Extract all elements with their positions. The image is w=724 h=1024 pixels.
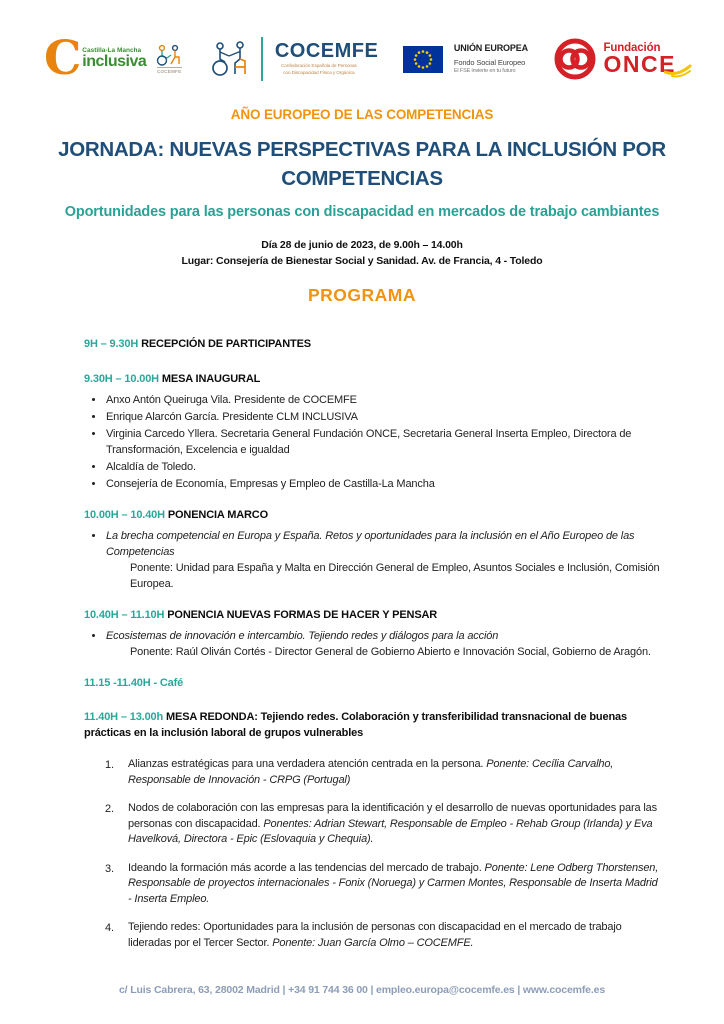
list-item: • Enrique Alarcón García. Presidente CLM INCLUSIVA — [105, 409, 662, 425]
cocemfe-logo-text — [275, 41, 379, 76]
list-item — [84, 861, 662, 908]
item-ponente: Ponente: Lene Odberg Thorstensen, Responsable de proyectos internacionales - Fonix (Noruega) y Carmen Montes, Responsable de Inserta Madrid - Inserta Empleo. — [128, 861, 659, 905]
item-ponente: Ponente: Cecília Carvalho, Responsable de Innovación - CRPG (Portugal) — [128, 758, 614, 786]
list-item: • Consejería de Economía, Empresas y Empleo de Castilla-La Mancha — [105, 476, 662, 492]
logo-bar — [0, 0, 724, 88]
once-wordmark: ONCE — [603, 50, 676, 77]
topic-list — [84, 528, 662, 592]
speaker-list — [84, 392, 662, 492]
topic-text: Ecosistemas de innovación e intercambio. Tejiendo redes y diálogos para la acción — [106, 630, 499, 642]
clm-c-mark: C — [44, 30, 82, 86]
section-mesa-inaugural — [84, 371, 662, 492]
item-number: 3. — [105, 862, 114, 875]
item-body — [128, 757, 662, 788]
once-logo-text — [604, 43, 676, 76]
list-item: • Anxo Antón Queiruga Vila. Presidente de COCEMFE — [105, 392, 662, 408]
section-recepcion — [84, 336, 662, 352]
list-item — [84, 801, 662, 848]
list-item: • Virginia Carcedo Yllera. Secretaria General Fundación ONCE, Secretaria General Inserta Empleo, Directora de Transformación, Excelencia e igualdad — [105, 426, 662, 458]
section-title: RECEPCIÓN DE PARTICIPANTES — [141, 338, 311, 350]
page-title: JORNADA: NUEVAS PERSPECTIVAS PARA LA INCLUSIÓN POR COMPETENCIAS — [58, 138, 666, 190]
item-body — [128, 920, 662, 951]
program-content — [84, 336, 662, 951]
program-title: PROGRAMA — [307, 285, 417, 305]
section-heading — [84, 709, 662, 741]
cocemfe-wordmark: COCEMFE — [274, 40, 379, 63]
location-line: Lugar: Consejería de Bienestar Social y Sanidad. Av. de Francia, 4 - Toledo — [181, 255, 543, 267]
section-title: - Café — [153, 677, 184, 689]
item-body — [128, 801, 662, 848]
list-item — [84, 757, 662, 788]
topic-list — [84, 628, 662, 660]
cocemfe-tagline-line2: con Discapacidad Física y Orgánica — [283, 70, 355, 76]
item-number: 2. — [105, 803, 114, 815]
eu-logo-text — [454, 43, 528, 74]
cocemfe-divider — [261, 37, 263, 81]
section-ponencia-marco — [84, 507, 662, 592]
section-title: MESA REDONDA: Tejiendo redes. Colaboración y transferibilidad transnacional de buenas prácticas en la inclusión laboral de grupos vulnerables — [84, 711, 627, 739]
eu-fse-label: Fondo Social Europeo — [453, 57, 526, 67]
item-text: Ideando la formación más acorde a las tendencias del mercado de trabajo. — [128, 861, 485, 874]
numbered-topic-list — [84, 757, 662, 951]
section-title: PONENCIA NUEVAS FORMAS DE HACER Y PENSAR — [167, 609, 438, 621]
item-text: Nodos de colaboración con las empresas para la identificación y el desarrollo de nuevas oportunidades para las personas con discapacidad. — [128, 802, 657, 830]
page-subtitle: Oportunidades para las personas con discapacidad en mercados de trabajo cambiantes — [64, 204, 660, 220]
section-mesa-redonda — [84, 709, 662, 951]
list-item — [84, 920, 662, 951]
item-number: 1. — [105, 759, 114, 771]
clm-cocemfe-label: COCEMFE — [156, 68, 182, 74]
cocemfe-tagline — [275, 64, 363, 76]
section-heading — [84, 336, 662, 352]
eu-fse-claim: El FSE invierte en tu futuro — [453, 68, 516, 75]
section-heading — [84, 675, 662, 691]
section-heading — [84, 607, 662, 623]
eu-flag-icon — [403, 46, 443, 73]
section-cafe — [84, 675, 662, 691]
section-time: 10.00H – 10.40H — [84, 509, 165, 521]
section-time: 10.40H – 11.10H — [84, 609, 165, 621]
item-number: 4. — [105, 922, 114, 934]
event-meta — [0, 237, 724, 269]
section-heading — [84, 507, 662, 523]
section-time: 11.15 -11.40H — [84, 677, 151, 689]
section-title: MESA INAUGURAL — [161, 373, 261, 385]
fundacion-once-logo — [553, 37, 676, 81]
ponente-text: Ponente: Unidad para España y Malta en Dirección General de Empleo, Asuntos Sociales e Inclusión, Comisión Europea. — [130, 562, 660, 590]
item-text: Tejiendo redes: Oportunidades para la inclusión de personas con discapacidad en el mercado de trabajo lideradas por el Tercer Sector. — [128, 921, 622, 949]
section-time: 9.30H – 10.00H — [84, 373, 159, 385]
section-time: 11.40H – 13.00h — [84, 711, 164, 723]
section-ponencia-nuevas-formas — [84, 607, 662, 660]
contact-footer: c/ Luis Cabrera, 63, 28002 Madrid | +34 91 744 36 00 | empleo.europa@cocemfe.es | www.cocemfe.es — [118, 984, 606, 996]
kicker-line: AÑO EUROPEO DE LAS COMPETENCIAS — [230, 107, 494, 122]
list-item: • Alcaldía de Toledo. — [105, 459, 662, 475]
cocemfe-logo — [209, 37, 379, 81]
section-title: PONENCIA MARCO — [167, 509, 268, 521]
cocemfe-tagline-line1: Confederación Española de Personas — [280, 64, 357, 70]
clm-region-label: Castilla-La Mancha — [82, 46, 142, 54]
item-ponente: Ponente: Juan García Olmo – COCEMFE. — [272, 936, 474, 949]
eu-title: UNIÓN EUROPEA — [453, 43, 528, 54]
handshake-figures-icon — [209, 39, 251, 79]
wheelchair-figures-icon — [154, 44, 184, 66]
date-line: Día 28 de junio de 2023, de 9.00h – 14.00h — [261, 239, 463, 251]
clm-name-label: inclusiva — [82, 53, 147, 71]
once-rings-icon — [553, 37, 597, 81]
union-europea-logo — [403, 43, 528, 74]
item-ponente: Ponentes: Adrian Stewart, Responsable de Empleo - Rehab Group (Irlanda) y Eva Havelková, Directora - Epic (Eslovaquia y Chequia). — [128, 817, 653, 845]
section-time: 9H – 9.30H — [84, 338, 139, 350]
section-heading — [84, 371, 662, 387]
once-swoosh-icon — [664, 63, 692, 79]
list-item — [105, 528, 662, 592]
clm-icon-box — [154, 44, 184, 74]
topic-text: La brecha competencial en Europa y España. Retos y oportunidades para la inclusión en el Año Europeo de las Competencias — [106, 530, 635, 558]
item-text: Alianzas estratégicas para una verdadera atención centrada en la persona. — [128, 758, 487, 770]
clm-inclusiva-logo — [44, 30, 184, 86]
clm-logo-text — [82, 48, 146, 71]
once-fundacion-label: Fundación — [603, 41, 661, 54]
item-body — [128, 861, 662, 908]
list-item — [105, 628, 662, 660]
ponente-text: Ponente: Raúl Oliván Cortés - Director General de Gobierno Abierto e Innovación Social, Gobierno de Aragón. — [130, 646, 651, 658]
